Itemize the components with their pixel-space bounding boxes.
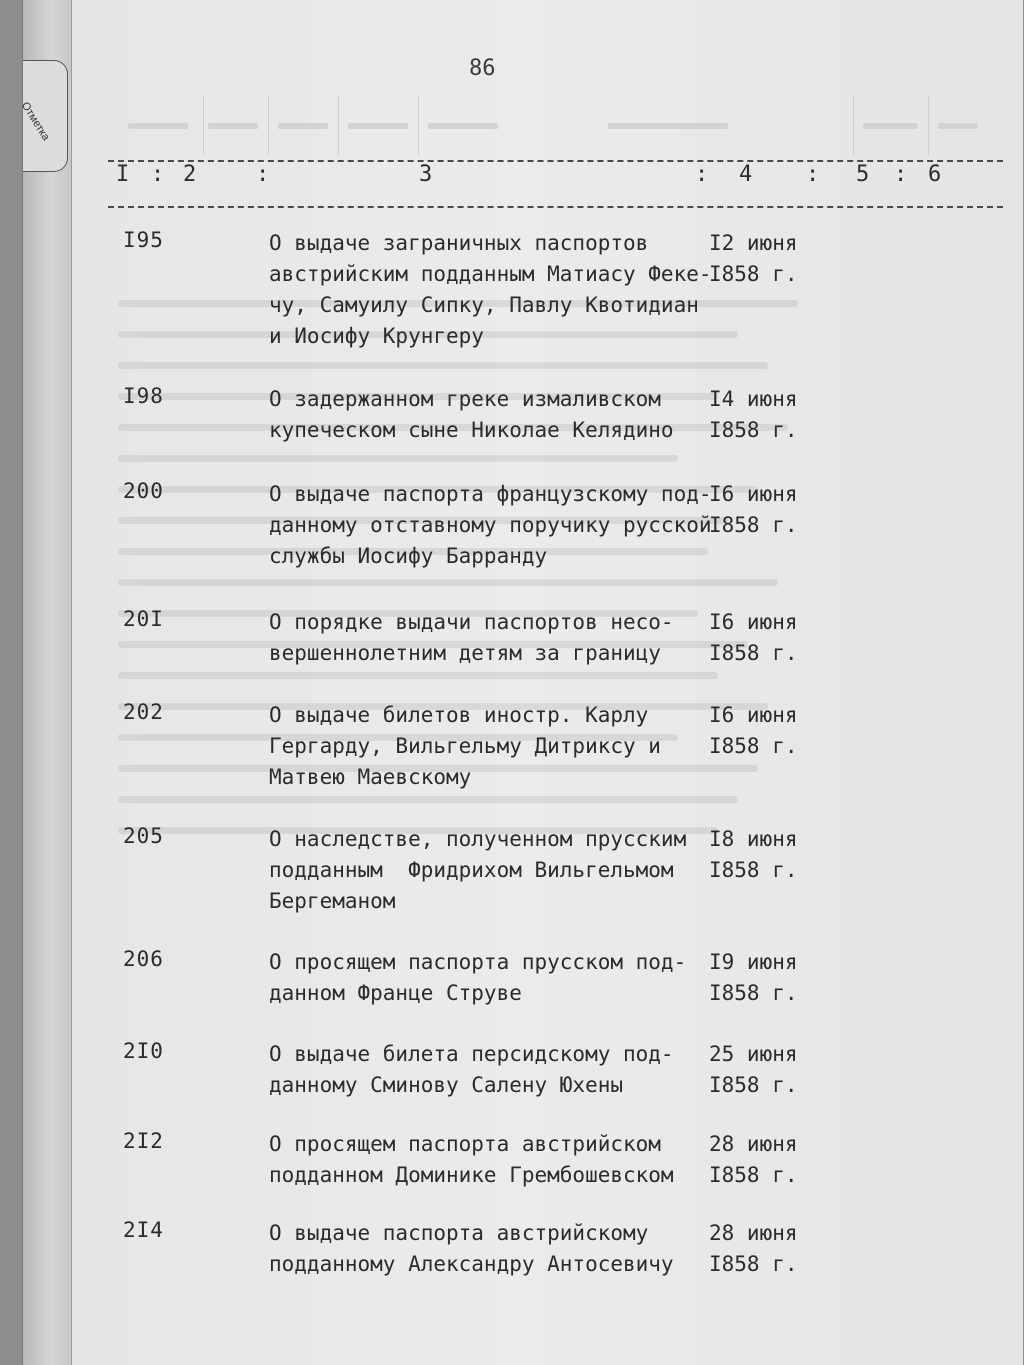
- entry-title: О просящем паспорта австрийском подданном Доминике Грембошевском: [269, 1132, 674, 1187]
- entry-date: I6 июня I858 г.: [709, 482, 798, 537]
- col-1-label: I: [116, 162, 130, 187]
- entry-number: 206: [123, 947, 164, 971]
- entry-number: 20I: [123, 607, 164, 631]
- entry-date: I8 июня I858 г.: [709, 827, 798, 882]
- entry-title: О выдаче паспорта австрийскому подданному Александру Антосевичу: [269, 1221, 674, 1276]
- margin-label: Отметка: [18, 100, 52, 143]
- entry-date: I6 июня I858 г.: [709, 703, 798, 758]
- header-bottom-rule: [108, 206, 1003, 208]
- entry-date: I4 июня I858 г.: [709, 387, 798, 442]
- column-header-row: [23, 162, 1023, 192]
- faint-column-header: [108, 95, 998, 155]
- entry-title: О выдаче билетов иностр. Карлу Гергарду, Вильгельму Дитриксу и Матвею Маевскому: [269, 703, 661, 789]
- entry-title: О просящем паспорта прусском под- данном Франце Струве: [269, 950, 687, 1005]
- col-2-label: 2: [183, 162, 197, 187]
- entry-title: О выдаче билета персидскому под- данному Сминову Салену Юхены: [269, 1042, 674, 1097]
- col-5-label: 5: [856, 162, 870, 187]
- entry-number: I98: [123, 384, 164, 408]
- col-4-label: 4: [739, 162, 753, 187]
- binding-edge: [23, 0, 72, 1365]
- entry-title: О порядке выдачи паспортов несо- вершеннолетним детям за границу: [269, 610, 674, 665]
- entry-title: О выдаче паспорта французскому под- данному отставному поручику русской службы Иосифу Барранду: [269, 482, 712, 568]
- entry-date: 28 июня I858 г.: [709, 1132, 798, 1187]
- col-6-label: 6: [928, 162, 942, 187]
- entry-number: 2I2: [123, 1129, 164, 1153]
- entry-date: 25 июня I858 г.: [709, 1042, 798, 1097]
- entry-date: I9 июня I858 г.: [709, 950, 798, 1005]
- col-separator: :: [695, 162, 709, 187]
- page-number: 86: [469, 56, 496, 81]
- entry-date: I2 июня I858 г.: [709, 231, 798, 286]
- entry-date: I6 июня I858 г.: [709, 610, 798, 665]
- col-separator: :: [151, 162, 165, 187]
- document-page: [18, 0, 1023, 1365]
- entry-number: I95: [123, 228, 164, 252]
- col-separator: :: [894, 162, 908, 187]
- col-3-label: 3: [419, 162, 433, 187]
- entry-number: 200: [123, 479, 164, 503]
- entry-number: 2I0: [123, 1039, 164, 1063]
- entry-number: 202: [123, 700, 164, 724]
- col-separator: :: [806, 162, 820, 187]
- entry-title: О задержанном греке измаливском купеческом сыне Николае Келядино: [269, 387, 674, 442]
- col-separator: :: [256, 162, 270, 187]
- entry-number: 2I4: [123, 1218, 164, 1242]
- entry-date: 28 июня I858 г.: [709, 1221, 798, 1276]
- entry-title: О наследстве, полученном прусским подданным Фридрихом Вильгельмом Бергеманом: [269, 827, 687, 913]
- entry-number: 205: [123, 824, 164, 848]
- entry-title: О выдаче заграничных паспортов австрийским подданным Матиасу Феке- чу, Самуилу Сипку, Павлу Квотидиан и Иосифу Крунгеру: [269, 231, 712, 348]
